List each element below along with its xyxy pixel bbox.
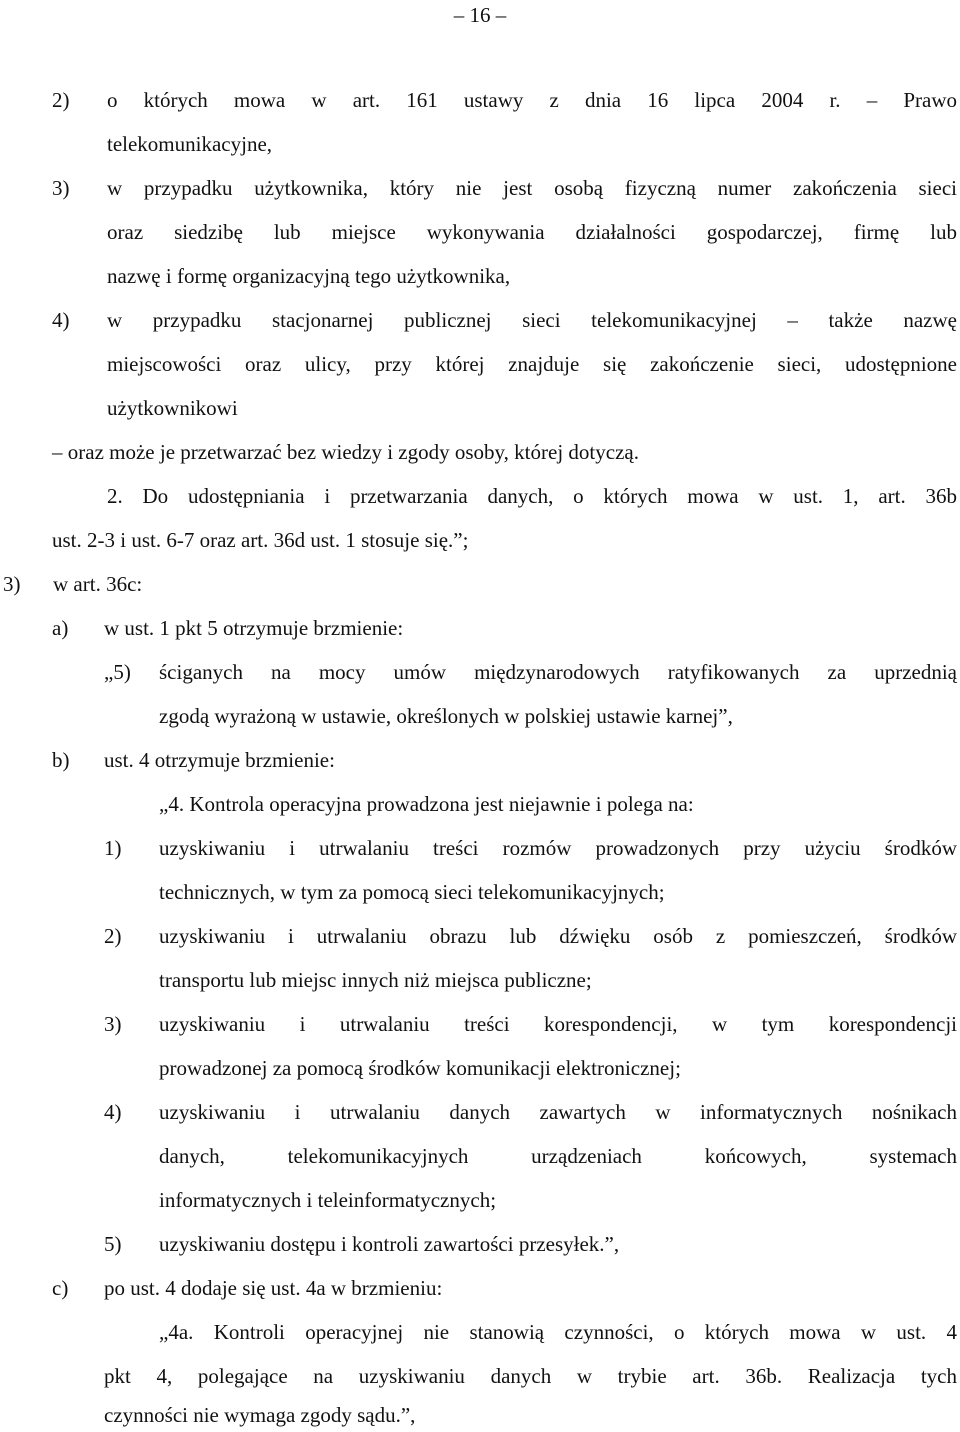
quote-text-line: pkt 4, polegające na uzyskiwaniu danych w trybie art. 36b. Realizacja tych xyxy=(104,1364,957,1388)
letter-text: w ust. 1 pkt 5 otrzymuje brzmienie: xyxy=(104,616,404,640)
sub-item-text-line: transportu lub miejsc innych niż miejsca publiczne; xyxy=(159,968,592,992)
closing-line: – oraz może je przetwarzać bez wiedzy i zgody osoby, której dotyczą. xyxy=(52,440,639,464)
sub-item-text-line: technicznych, w tym za pomocą sieci telekomunikacyjnych; xyxy=(159,880,665,904)
item-text-line: nazwę i formę organizacyjną tego użytkownika, xyxy=(107,264,511,288)
quote-text-line: ściganych na mocy umów międzynarodowych ratyfikowanych za uprzednią xyxy=(159,660,957,684)
item-number: 2) xyxy=(52,88,70,112)
quote-text-line: „4a. Kontroli operacyjnej nie stanowią czynności, o których mowa w ust. 4 xyxy=(159,1320,957,1344)
item-text-line: miejscowości oraz ulicy, przy której znajduje się zakończenie sieci, udostępnione xyxy=(107,352,957,376)
point-number: 3) xyxy=(3,572,21,596)
item-number: 4) xyxy=(52,308,70,332)
quote-lead: „5) xyxy=(104,660,131,684)
sub-item-text-line: informatycznych i teleinformatycznych; xyxy=(159,1188,497,1212)
page-number: – 16 – xyxy=(453,3,507,27)
quote-text-line: czynności nie wymaga zgody sądu.”, xyxy=(104,1403,416,1427)
sub-item-number: 5) xyxy=(104,1232,122,1256)
quote-heading: „4. Kontrola operacyjna prowadzona jest niejawnie i polega na: xyxy=(159,792,694,816)
letter-text: po ust. 4 dodaje się ust. 4a w brzmieniu: xyxy=(104,1276,443,1300)
item-text-line: o których mowa w art. 161 ustawy z dnia 16 lipca 2004 r. – Prawo xyxy=(107,88,957,112)
sub-item-text-line: uzyskiwaniu i utrwalaniu treści rozmów prowadzonych przy użyciu środków xyxy=(159,836,957,860)
item-text-line: użytkownikowi xyxy=(107,396,238,420)
point-text: w art. 36c: xyxy=(53,572,143,596)
quote-text-line: zgodą wyrażoną w ustawie, określonych w polskiej ustawie karnej”, xyxy=(159,704,733,728)
letter-text: ust. 4 otrzymuje brzmienie: xyxy=(104,748,335,772)
sub-item-text-line: prowadzonej za pomocą środków komunikacji elektronicznej; xyxy=(159,1056,681,1080)
sub-item-number: 1) xyxy=(104,836,122,860)
letter-label: c) xyxy=(52,1276,69,1300)
letter-label: a) xyxy=(52,616,69,640)
sub-item-text-line: uzyskiwaniu i utrwalaniu treści korespondencji, w tym korespondencji xyxy=(159,1012,957,1036)
sub-item-number: 4) xyxy=(104,1100,122,1124)
item-text-line: oraz siedzibę lub miejsce wykonywania działalności gospodarczej, firmę lub xyxy=(107,220,957,244)
item-text-line: w przypadku użytkownika, który nie jest osobą fizyczną numer zakończenia sieci xyxy=(107,176,957,200)
sub-item-text-line: uzyskiwaniu i utrwalaniu obrazu lub dźwięku osób z pomieszczeń, środków xyxy=(159,924,957,948)
item-text-line: w przypadku stacjonarnej publicznej sieci telekomunikacyjnej – także nazwę xyxy=(107,308,957,332)
item-number: 3) xyxy=(52,176,70,200)
sub-item-text-line: uzyskiwaniu i utrwalaniu danych zawartych w informatycznych nośnikach xyxy=(159,1100,957,1124)
sub-item-text-line: uzyskiwaniu dostępu i kontroli zawartości przesyłek.”, xyxy=(159,1232,620,1256)
paragraph-2-line: ust. 2-3 i ust. 6-7 oraz art. 36d ust. 1 stosuje się.”; xyxy=(52,528,469,552)
letter-label: b) xyxy=(52,748,70,772)
sub-item-text-line: danych, telekomunikacyjnych urządzeniach końcowych, systemach xyxy=(159,1144,957,1168)
paragraph-2-line: 2. Do udostępniania i przetwarzania danych, o których mowa w ust. 1, art. 36b xyxy=(107,484,957,508)
sub-item-number: 2) xyxy=(104,924,122,948)
sub-item-number: 3) xyxy=(104,1012,122,1036)
item-text-line: telekomunikacyjne, xyxy=(107,132,273,156)
